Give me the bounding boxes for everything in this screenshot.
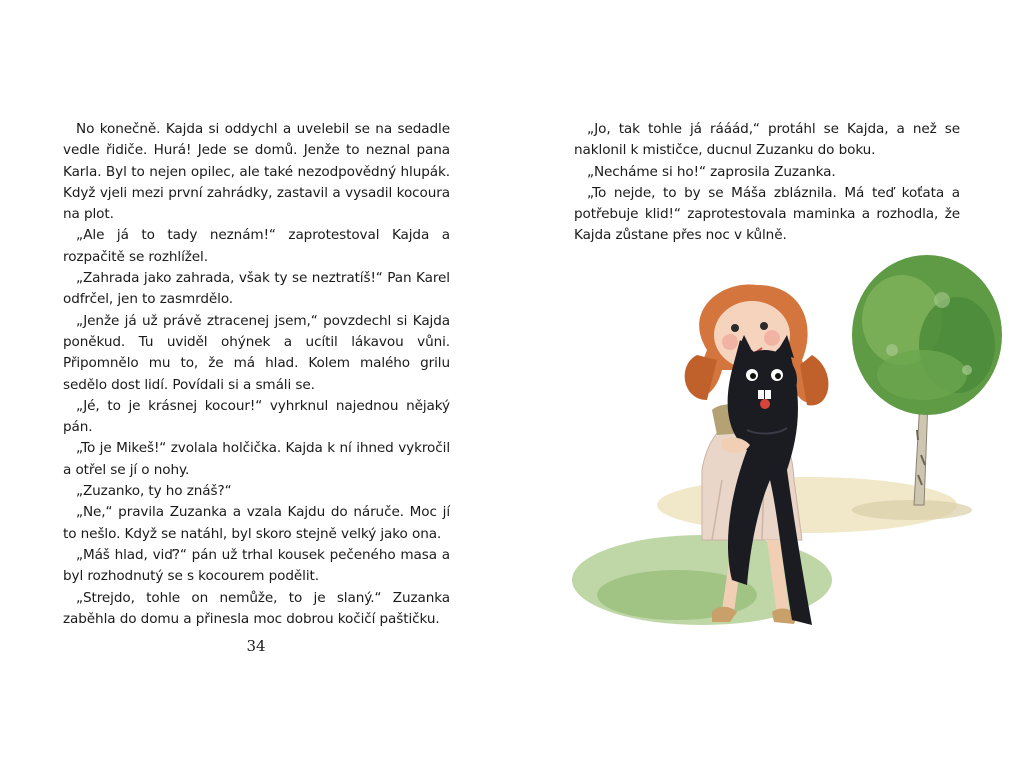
paragraph: „Strejdo, tohle on nemůže, to je slaný.“ Zuzanka zaběhla do domu a přinesla moc dobrou kočičí paštičku.	[63, 589, 450, 627]
paragraph: No konečně. Kajda si oddychl a uvelebil se na sedadle vedle řidiče. Hurá! Jede se domů. Jenže to neznal pana Karla. Byl to nejen opilec, ale také nezodpovědný hlupák. Když vjeli mezi první zahrádky, zastavil a vysadil kocoura na plot.	[63, 121, 450, 223]
paragraph: „Jé, to je krásnej kocour!“ vyhrknul najednou nějaký pán.	[63, 397, 450, 436]
paragraph: „Necháme si ho!“ zaprosila Zuzanka.	[587, 163, 836, 180]
paragraph: „Zahrada jako zahrada, však ty se neztratíš!“ Pan Karel odfrčel, jen to zasmrdělo.	[63, 270, 450, 308]
paragraph: „Zuzanko, ty ho znáš?“	[76, 483, 232, 500]
right-page-text	[574, 119, 960, 247]
paragraph: „Jo, tak tohle já rááád,“ protáhl se Kajda, a než se naklonil k mističce, ducnul Zuzanku do boku.	[574, 121, 960, 159]
shadow-icon	[852, 500, 972, 520]
paragraph: „To nejde, to by se Máša zbláznila. Má teď koťata a potřebuje klid!“ zaprotestovala maminka a rozhodla, že Kajda zůstane přes noc v kůlně.	[574, 184, 960, 244]
illustration-girl-hugging-cat	[572, 240, 1022, 660]
paragraph: „Ne,“ pravila Zuzanka a vzala Kajdu do náruče. Moc jí to nešlo. Když se natáhl, byl skoro stejně velký jako ona.	[63, 504, 450, 542]
right-page	[512, 0, 1024, 768]
page-number: 34	[246, 637, 266, 655]
paragraph: „To je Mikeš!“ zvolala holčička. Kajda k ní ihned vykročil a otřel se jí o nohy.	[63, 440, 450, 478]
left-page-text	[63, 119, 450, 630]
paragraph: „Máš hlad, viď?“ pán už trhal kousek pečeného masa a byl rozhodnutý se s kocourem podělit.	[63, 546, 450, 585]
paragraph: „Jenže já už právě ztracenej jsem,“ povzdechl si Kajda poněkud. Tu uviděl ohýnek a ucítil lákavou vůni. Připomnělo mu to, že má hlad. Kolem malého grilu sedělo dost lidí. Povídali si a smáli se.	[63, 312, 450, 393]
paragraph: „Ale já to tady neznám!“ zaprotestoval Kajda a rozpačitě se rozhlížel.	[63, 227, 450, 265]
tree-icon	[852, 255, 1002, 505]
